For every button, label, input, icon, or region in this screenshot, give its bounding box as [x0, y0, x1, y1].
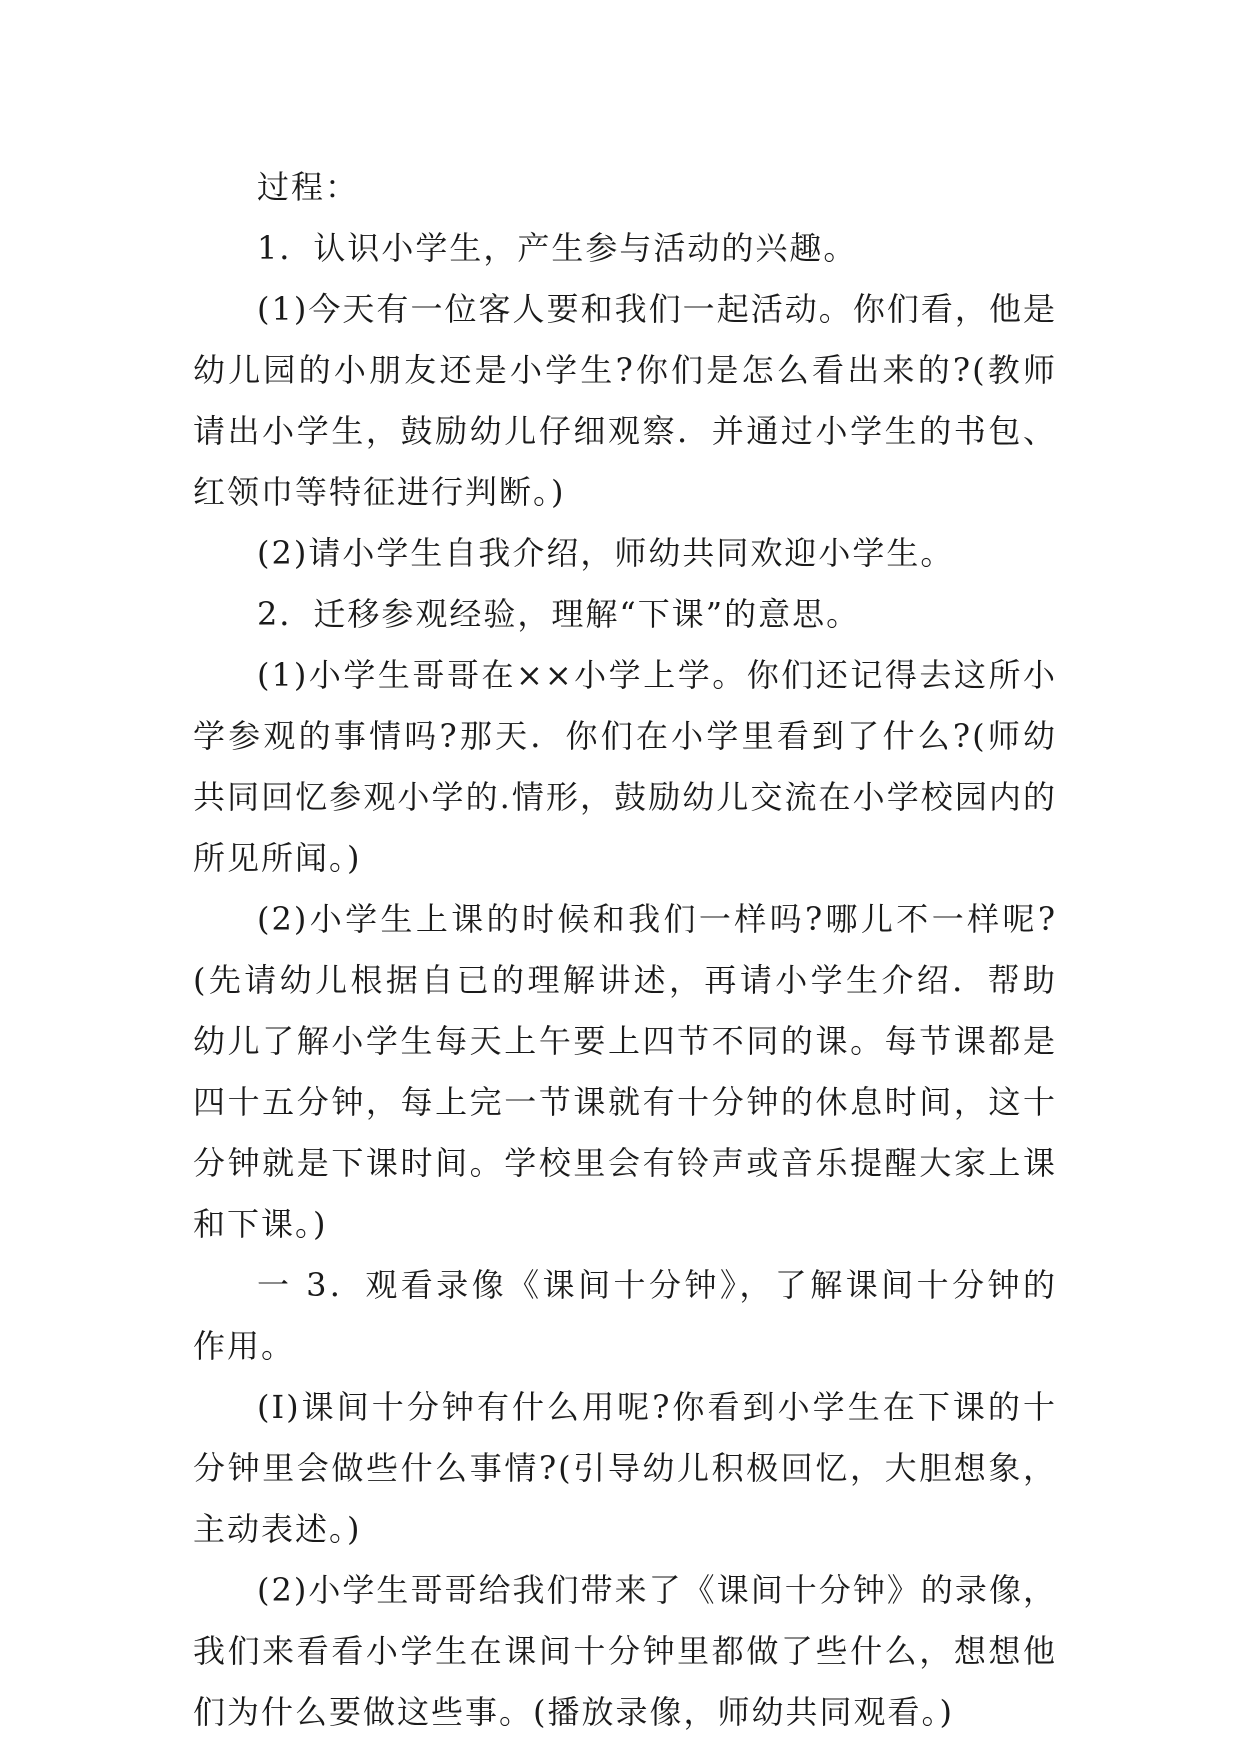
paragraph-section-2: 2．迁移参观经验，理解“下课”的意思。	[257, 595, 861, 633]
body-text	[193, 157, 1057, 1743]
paragraph-heading: 过程：	[257, 168, 360, 206]
paragraph-1-1: (1)今天有一位客人要和我们一起活动。你们看，他是幼儿园的小朋友还是小学生?你们是怎么看出来的?(教师请出小学生，鼓励幼儿仔细观察．并通过小学生的书包、红领巾等特征进行判断。)	[193, 290, 1057, 511]
paragraph-2-1: (1)小学生哥哥在××小学上学。你们还记得去这所小学参观的事情吗?那天．你们在小学里看到了什么?(师幼共同回忆参观小学的.情形，鼓励幼儿交流在小学校园内的所见所闻。)	[193, 656, 1057, 877]
paragraph-3-2: (2)小学生哥哥给我们带来了《课间十分钟》的录像，我们来看看小学生在课间十分钟里都做了些什么，想想他们为什么要做这些事。(播放录像，师幼共同观看。)	[193, 1571, 1057, 1731]
paragraph-2-2: (2)小学生上课的时候和我们一样吗?哪儿不一样呢?(先请幼儿根据自已的理解讲述，再请小学生介绍．帮助幼儿了解小学生每天上午要上四节不同的课。每节课都是四十五分钟，每上完一节课就有十分钟的休息时间，这十分钟就是下课时间。学校里会有铃声或音乐提醒大家上课和下课。)	[193, 900, 1057, 1243]
paragraph-section-3: 一 3．观看录像《课间十分钟》，了解课间十分钟的作用。	[193, 1266, 1057, 1365]
paragraph-section-1: 1．认识小学生，产生参与活动的兴趣。	[257, 229, 858, 267]
paragraph-1-2: (2)请小学生自我介绍，师幼共同欢迎小学生。	[257, 534, 955, 572]
paragraph-3-1: (I)课间十分钟有什么用呢?你看到小学生在下课的十分钟里会做些什么事情?(引导幼儿积极回忆，大胆想象，主动表述。)	[193, 1388, 1057, 1548]
